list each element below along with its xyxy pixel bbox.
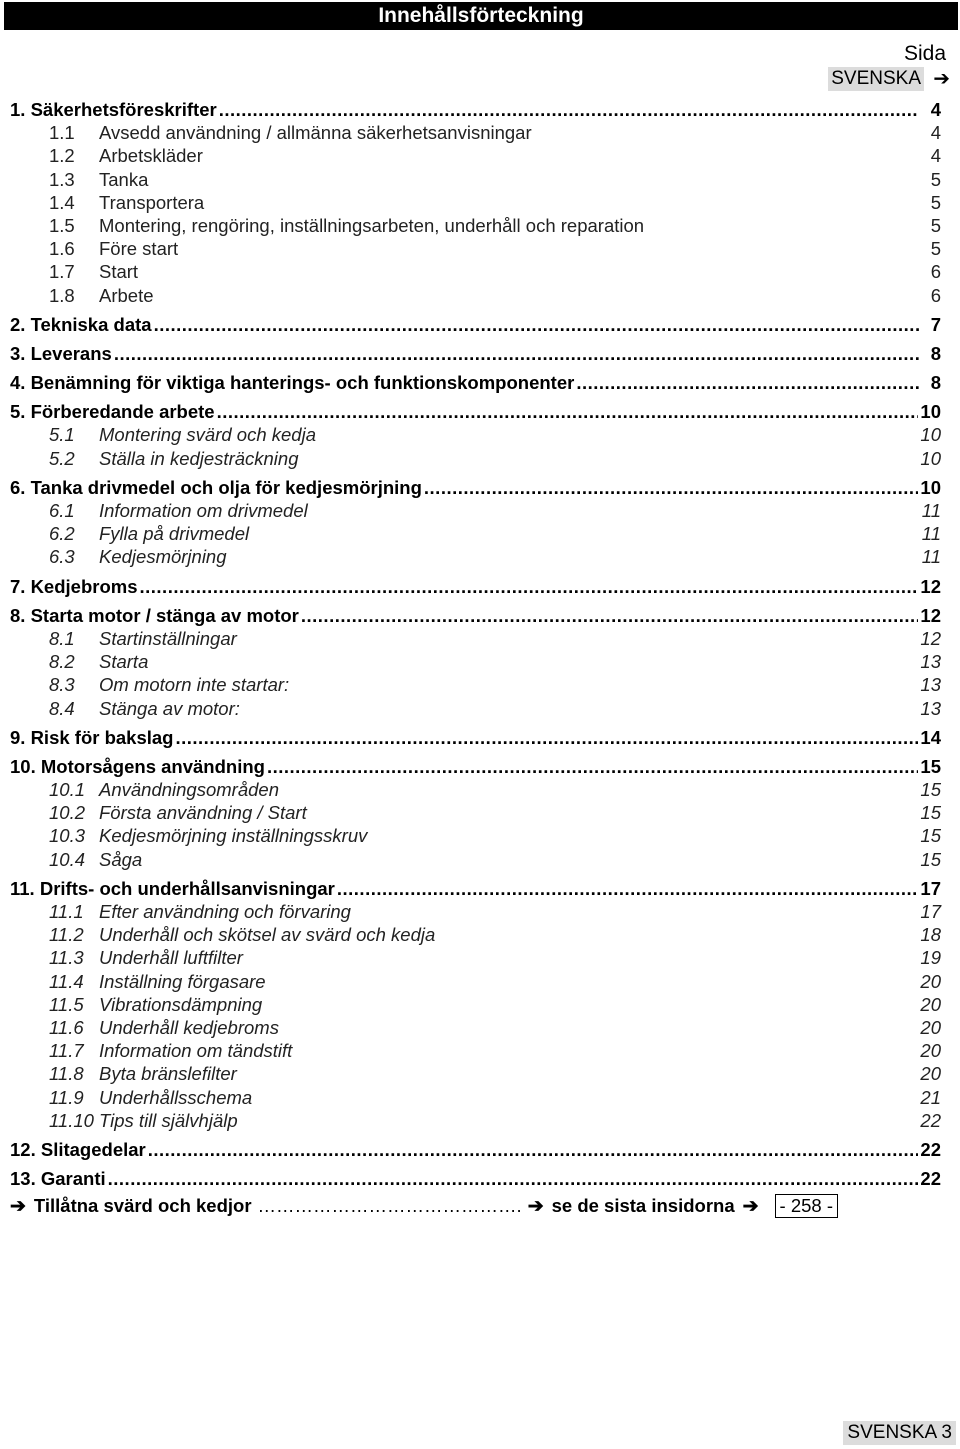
toc-section-title: Byta bränslefilter [99,1063,237,1085]
toc-section-title: Underhåll luftfilter [99,947,243,969]
toc-section-row[interactable] [10,1016,941,1039]
toc-page-number: 15 [920,825,941,847]
toc-section-number: 11.4 [49,970,84,992]
language-tag: SVENSKA [828,67,924,91]
bottom-reference-dots: ……………………………………. [257,1195,522,1216]
toc-section-number: 1.7 [49,261,75,283]
toc-section-row[interactable] [10,522,941,545]
toc-chapter-title: 8. Starta motor / stänga av motor [10,604,299,626]
toc-section-title: Start [99,261,139,283]
toc-section-row[interactable] [10,168,941,191]
toc-section-number: 1.4 [49,191,75,213]
toc-chapter-title: 2. Tekniska data [10,313,152,335]
toc-section-title: Startinställningar [99,627,237,649]
toc-leader-dots [424,476,919,499]
toc-chapter-title: 10. Motorsågens användning [10,755,265,777]
toc-page-number: 22 [920,1138,941,1160]
toc-section-number: 5.1 [49,424,75,446]
page-title: Innehållsförteckning [4,2,958,30]
toc-section-number: 11.2 [49,924,84,946]
table-of-contents [10,98,941,1190]
toc-chapter-row[interactable] [10,726,941,749]
toc-section-row[interactable] [10,260,941,283]
toc-section-number: 1.8 [49,284,75,306]
toc-page-number: 6 [930,284,941,306]
toc-page-number: 11 [921,500,941,521]
toc-leader-dots [154,313,919,336]
toc-section-number: 8.2 [49,651,75,673]
toc-page-number: 18 [920,924,941,946]
toc-page-number: 10 [920,476,941,498]
arrow-right-icon: ➔ [527,1195,544,1217]
toc-section-number: 11.9 [49,1086,84,1108]
toc-section-number: 11.6 [49,1016,84,1038]
toc-page-number: 7 [930,313,941,335]
toc-page-number: 13 [920,674,941,696]
toc-page-number: 12 [920,627,941,649]
toc-section-row[interactable] [10,1086,941,1109]
toc-section-row[interactable] [10,214,941,237]
toc-section-title: Underhållsschema [99,1086,253,1108]
toc-section-number: 6.1 [49,500,75,521]
toc-chapter-row[interactable] [10,1138,941,1161]
toc-section-number: 11.8 [49,1063,84,1085]
toc-chapter-title: 11. Drifts- och underhållsanvisningar [10,877,335,899]
toc-section-title: Stänga av motor: [99,697,240,719]
toc-page-number: 13 [920,651,941,673]
toc-page-number: 6 [930,261,941,283]
toc-section-number: 8.3 [49,674,75,696]
toc-page-number: 17 [920,901,941,922]
toc-page-number: 13 [920,697,941,719]
toc-page-number: 5 [930,238,941,260]
toc-leader-dots [114,342,919,365]
toc-section-number: 11.7 [49,1040,84,1062]
toc-chapter-row[interactable] [10,400,941,423]
toc-chapter-title: 6. Tanka drivmedel och olja för kedjesmörjning [10,476,422,498]
toc-leader-dots [301,604,919,627]
toc-page-number: 10 [920,424,941,446]
toc-leader-dots [175,726,918,749]
toc-section-number: 1.3 [49,168,75,190]
toc-page-number: 4 [930,99,941,120]
toc-section-row[interactable] [10,237,941,260]
toc-page-number: 10 [920,447,941,469]
toc-section-row[interactable] [10,1039,941,1062]
toc-section-row[interactable] [10,121,941,144]
toc-section-title: Om motorn inte startar: [99,674,290,696]
toc-section-number: 11.5 [49,993,84,1015]
footer-language: SVENSKA [847,1422,937,1443]
bottom-reference-row [10,1194,950,1218]
toc-page-number: 20 [920,993,941,1015]
toc-section-row[interactable] [10,545,941,568]
toc-leader-dots [267,755,918,778]
toc-section-number: 10.2 [49,802,86,824]
toc-section-title: Underhåll kedjebroms [99,1016,279,1038]
toc-section-title: Montering, rengöring, inställningsarbeten, underhåll och reparation [99,214,645,236]
toc-leader-dots [217,400,919,423]
toc-page-number: 4 [930,122,941,144]
toc-page-number: 20 [920,1040,941,1062]
toc-leader-dots [337,877,919,900]
toc-page-number: 8 [930,342,941,364]
page-footer [843,1421,956,1445]
toc-section-title: Kedjesmörjning [99,546,227,568]
toc-page-number: 15 [920,779,941,801]
bottom-reference-label[interactable]: Tillåtna svärd och kedjor [33,1195,252,1216]
toc-chapter-row[interactable] [10,313,941,336]
toc-section-title: Vibrationsdämpning [99,993,263,1015]
toc-page-number: 14 [920,726,941,748]
toc-leader-dots [148,1138,919,1161]
toc-section-title: Transportera [99,191,205,213]
toc-page-number: 15 [920,755,941,777]
toc-section-row[interactable] [10,824,941,847]
toc-page-number: 22 [920,1168,941,1190]
toc-section-number: 5.2 [49,447,75,469]
toc-chapter-title: 5. Förberedande arbete [10,401,215,423]
toc-section-number: 1.6 [49,238,75,260]
toc-page-number: 15 [920,848,941,870]
toc-section-title: Efter användning och förvaring [99,901,351,922]
toc-section-title: Arbetskläder [99,145,203,167]
toc-section-number: 1.2 [49,145,75,167]
toc-section-number: 11.1 [49,901,84,922]
toc-section-row[interactable] [10,848,941,871]
toc-section-number: 8.4 [49,697,75,719]
toc-chapter-title: 4. Benämning för viktiga hanterings- och funktionskomponenter [10,372,575,394]
toc-page-number: 20 [920,970,941,992]
toc-section-title: Användningsområden [99,779,279,801]
toc-section-row[interactable] [10,650,941,673]
toc-section-row[interactable] [10,970,941,993]
toc-page-number: 19 [920,947,941,969]
toc-section-title: Kedjesmörjning inställningsskruv [99,825,368,847]
toc-section-row[interactable] [10,900,941,923]
toc-section-row[interactable] [10,627,941,650]
toc-page-number: 20 [920,1063,941,1085]
toc-page-number: 22 [920,1109,941,1131]
bottom-reference-text: se de sista insidorna [551,1195,735,1216]
toc-section-title: Arbete [99,284,154,306]
toc-section-row[interactable] [10,447,941,470]
toc-leader-dots [140,575,919,598]
toc-section-title: Information om tändstift [99,1040,293,1062]
toc-leader-dots [108,1167,919,1190]
toc-chapter-title: 13. Garanti [10,1168,106,1190]
toc-section-title: Såga [99,848,143,870]
toc-section-title: Första användning / Start [99,802,307,824]
toc-page-number: 11 [921,546,941,568]
toc-page-number: 10 [920,401,941,423]
toc-section-title: Tanka [99,168,149,190]
toc-section-number: 1.5 [49,214,75,236]
toc-page-number: 4 [930,145,941,167]
toc-page-number: 11 [921,523,941,545]
toc-chapter-row[interactable] [10,476,941,499]
arrow-right-icon: ➔ [10,1195,26,1217]
toc-chapter-row[interactable] [10,1167,941,1190]
toc-section-number: 8.1 [49,627,75,649]
toc-chapter-title: 3. Leverans [10,342,112,364]
toc-chapter-title: 1. Säkerhetsföreskrifter [10,99,217,120]
toc-section-number: 1.1 [49,122,75,144]
toc-section-row[interactable] [10,1062,941,1085]
toc-section-row[interactable] [10,673,941,696]
toc-chapter-row[interactable] [10,755,941,778]
toc-page-number: 5 [930,214,941,236]
toc-section-title: Före start [99,238,179,260]
arrow-right-icon: ➔ [933,68,950,90]
toc-chapter-row[interactable] [10,371,941,394]
page-column-label: Sida [903,42,946,65]
toc-section-title: Information om drivmedel [99,500,308,521]
toc-section-number: 6.2 [49,523,75,545]
toc-section-row[interactable] [10,423,941,446]
toc-page-number: 15 [920,802,941,824]
toc-page-number: 12 [920,604,941,626]
bottom-reference-page: - 258 - [775,1194,838,1218]
toc-section-row[interactable] [10,499,941,522]
toc-section-number: 11.3 [49,947,84,969]
toc-section-title: Montering svärd och kedja [99,424,316,446]
toc-page-number: 8 [930,372,941,394]
toc-page-number: 5 [930,191,941,213]
toc-chapter-title: 12. Slitagedelar [10,1138,146,1160]
toc-chapter-title: 7. Kedjebroms [10,575,138,597]
toc-chapter-row[interactable] [10,98,941,121]
toc-chapter-row[interactable] [10,575,941,598]
arrow-right-icon: ➔ [742,1195,759,1217]
toc-leader-dots [576,371,919,394]
toc-chapter-title: 9. Risk för bakslag [10,726,174,748]
toc-page-number: 5 [930,168,941,190]
toc-section-row[interactable] [10,946,941,969]
toc-page-number: 21 [920,1086,941,1108]
toc-section-title: Inställning förgasare [99,970,266,992]
toc-section-title: Avsedd användning / allmänna säkerhetsanvisningar [99,122,532,144]
toc-section-row[interactable] [10,284,941,307]
toc-page-number: 12 [920,575,941,597]
toc-section-row[interactable] [10,993,941,1016]
toc-section-row[interactable] [10,778,941,801]
toc-section-title: Ställa in kedjesträckning [99,447,299,469]
footer-page-number: 3 [941,1422,952,1443]
toc-section-row[interactable] [10,144,941,167]
toc-chapter-row[interactable] [10,342,941,365]
toc-section-row[interactable] [10,1109,941,1132]
toc-section-number: 10.1 [49,779,86,801]
toc-chapter-row[interactable] [10,604,941,627]
toc-chapter-row[interactable] [10,877,941,900]
toc-section-row[interactable] [10,697,941,720]
toc-section-title: Starta [99,651,149,673]
toc-leader-dots [219,98,919,121]
toc-page-number: 20 [920,1016,941,1038]
toc-section-number: 10.4 [49,848,86,870]
toc-section-number: 6.3 [49,546,75,568]
toc-section-number: 10.3 [49,825,86,847]
toc-section-row[interactable] [10,191,941,214]
toc-page-number: 17 [920,877,941,899]
toc-section-title: Underhåll och skötsel av svärd och kedja [99,924,436,946]
toc-section-number: 11.10 [49,1109,94,1131]
toc-section-title: Tips till självhjälp [99,1109,238,1131]
toc-section-row[interactable] [10,923,941,946]
toc-section-row[interactable] [10,801,941,824]
toc-section-title: Fylla på drivmedel [99,523,250,545]
